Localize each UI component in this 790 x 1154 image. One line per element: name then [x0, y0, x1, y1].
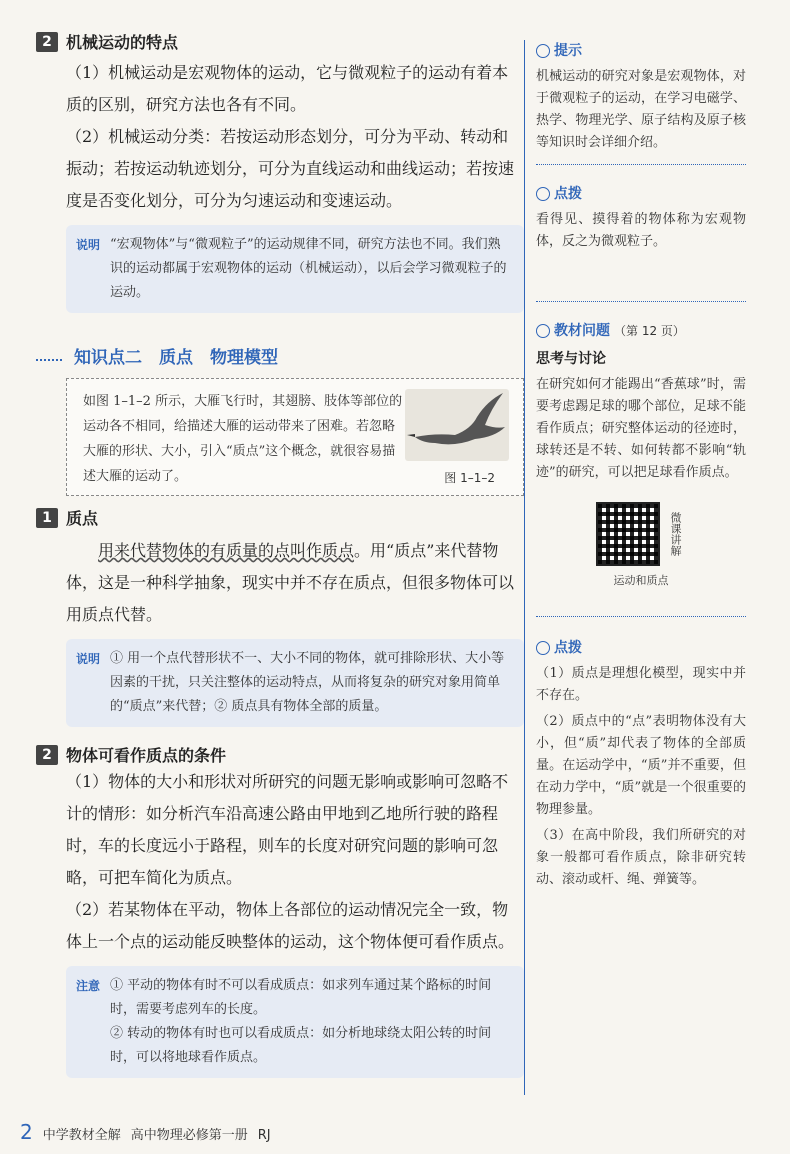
section-heading-conditions	[36, 743, 524, 766]
section-number-badge: 1	[36, 508, 58, 528]
note-text: ② 转动的物体有时也可以看成质点：如分析地球绕太阳公转的时间时，可以将地球看作质点。	[110, 1026, 492, 1065]
page-footer	[20, 1120, 271, 1144]
textbook-page: （第 12 页）	[614, 324, 685, 338]
paragraph: （2）机械运动分类：若按运动形态划分，可分为平动、转动和振动；若按运动轨迹划分，可分为直线运动和曲线运动；若按速度是否变化划分，可分为匀速运动和变速运动。	[66, 127, 515, 210]
hint-heading	[536, 637, 746, 659]
section-title: 机械运动的特点	[66, 33, 179, 52]
main-column	[36, 30, 524, 1078]
hint-text: （3）在高中阶段，我们所研究的对象一般都可看作质点，除非研究转动、滚动或杆、绳、弹簧等。	[536, 828, 746, 887]
sidebar	[536, 40, 746, 891]
case-box	[66, 378, 524, 496]
section-heading-particle	[36, 506, 524, 529]
paragraph-rest: 。用“质点”来代替物体，这是一种科学抽象，现实中并不存在质点，但很多物体可以用质点代替。	[66, 541, 515, 624]
book-title: 中学教材全解	[42, 1128, 121, 1143]
hint-text: （1）质点是理想化模型，现实中并不存在。	[536, 666, 746, 703]
subject-title: 高中物理必修第一册	[130, 1128, 248, 1143]
qr-label: 微课讲解	[669, 512, 682, 556]
section-title: 质点	[66, 509, 99, 528]
play-icon	[536, 324, 550, 338]
knowledge-point-title: 知识点二 质点 物理模型	[74, 348, 278, 368]
paragraph: （2）若某物体在平动，物体上各部位的运动情况完全一致，物体上一个点的运动能反映整体的运动，这个物体便可看作质点。	[66, 900, 515, 951]
separator	[536, 301, 746, 302]
qr-code[interactable]	[596, 502, 660, 566]
discussion-title: 思考与讨论	[536, 351, 606, 367]
paragraph: （1）物体的大小和形状对所研究的问题无影响或影响可忽略不计的情形：如分析汽车沿高速公路由甲地到乙地所行驶的路程时，车的长度远小于路程，则车的长度对研究问题的影响可忽略，可把车简化为质点。	[66, 772, 509, 887]
hint-text: 看得见、摸得着的物体称为宏观物体，反之为微观粒子。	[536, 212, 746, 249]
note-tag: 注意	[76, 979, 101, 993]
note-tag: 说明	[76, 238, 101, 252]
section-title: 物体可看作质点的条件	[66, 746, 227, 765]
hint-icon	[536, 187, 550, 201]
hint-label: 点拨	[554, 186, 582, 202]
tip-label: 提示	[554, 43, 582, 59]
hint-icon	[536, 641, 550, 655]
section-number-badge: 2	[36, 745, 58, 765]
page-number: 2	[20, 1120, 33, 1144]
hint-label: 点拨	[554, 640, 582, 656]
hint-text: （2）质点中的“点”表明物体没有大小，但“质”却代表了物体的全部质量。在运动学中，“质”并不重要，但在动力学中，“质”就是一个很重要的物理参量。	[536, 714, 746, 817]
note-text: ① 用一个点代替形状不一、大小不同的物体，就可排除形状、大小等因素的干扰，只关注整体的运动特点，从而将复杂的研究对象用简单的“质点”来代替；② 质点具有物体全部的质量。	[110, 651, 505, 714]
section-number-badge: 2	[36, 32, 58, 52]
column-divider	[524, 40, 525, 1095]
textbook-question-label: 教材问题	[554, 323, 610, 339]
discussion-text: 在研究如何才能踢出“香蕉球”时，需要考虑踢足球的哪个部位，足球不能看作质点；研究整体运动的径迹时，球转还是不转、如何转都不影响“轨迹”的研究，可以把足球看作质点。	[536, 377, 746, 480]
hint-heading	[536, 183, 746, 205]
separator	[536, 164, 746, 165]
paragraph	[66, 535, 524, 631]
qr-caption: 运动和质点	[613, 574, 669, 587]
goose-illustration	[405, 389, 509, 461]
paragraph: （1）机械运动是宏观物体的运动，它与微观粒子的运动有着本质的区别，研究方法也各有不同。	[66, 63, 509, 114]
definition-text: 用来代替物体的有质量的点叫作质点	[98, 541, 355, 560]
qr-code-block[interactable]	[596, 502, 686, 592]
note-text: “宏观物体”与“微观粒子”的运动规律不同，研究方法也不同。我们熟识的运动都属于宏观物体的运动（机械运动），以后会学习微观粒子的运动。	[110, 237, 507, 300]
textbook-question-heading	[536, 320, 746, 342]
tip-heading	[536, 40, 746, 62]
note-text: ① 平动的物体有时不可以看成质点：如求列车通过某个路标的时间时，需要考虑列车的长度。	[110, 978, 492, 1017]
tip-text: 机械运动的研究对象是宏观物体，对于微观粒子的运动，在学习电磁学、热学、物理光学、原子结构及原子核等知识时会详细介绍。	[536, 69, 746, 150]
goose-figure	[405, 389, 509, 461]
knowledge-point-heading	[36, 343, 524, 368]
note-tag: 说明	[76, 652, 101, 666]
section-heading-mechanical-motion	[36, 30, 524, 53]
separator	[536, 616, 746, 617]
figure-caption: 图 1–1–2	[444, 471, 495, 485]
explanation-note	[66, 639, 524, 727]
explanation-note	[66, 225, 524, 313]
caution-note	[66, 966, 524, 1078]
case-text: 如图 1–1–2 所示，大雁飞行时，其翅膀、肢体等部位的运动各不相同，给描述大雁的运动带来了困难。若忽略大雁的形状、大小，引入“质点”这个概念，就很容易描述大雁的运动了。	[83, 394, 403, 484]
edition: RJ	[257, 1128, 271, 1143]
tip-icon	[536, 44, 550, 58]
knowledge-point-icon	[36, 351, 62, 361]
